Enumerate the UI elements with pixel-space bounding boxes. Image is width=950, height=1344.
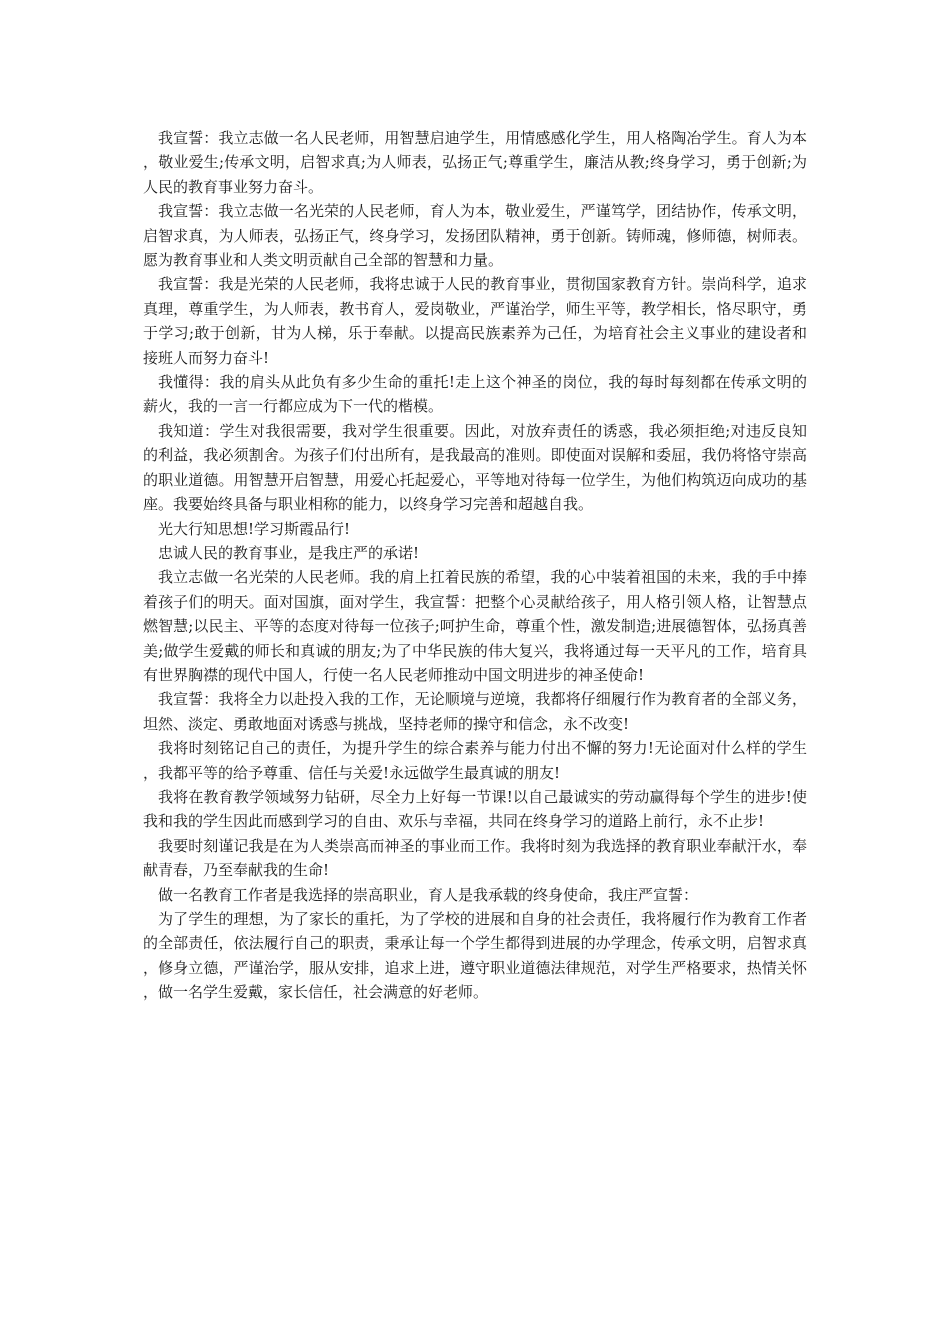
paragraph-5: 我知道：学生对我很需要，我对学生很重要。因此，对放弃责任的诱惑，我必须拒绝;对违反良知的利益，我必须割舍。为孩子们付出所有，是我最高的准则。即使面对误解和委屈，我仍将恪守崇高的职业道德。用智慧开启智慧，用爱心托起爱心，平等地对待每一位学生，为他们构筑迈向成功的基座。我要始终具备与职业相称的能力，以终身学习完善和超越自我。 bbox=[143, 421, 807, 514]
paragraph-13: 做一名教育工作者是我选择的崇高职业，育人是我承载的终身使命，我庄严宣誓： bbox=[158, 885, 699, 904]
document-body bbox=[143, 126, 807, 1005]
paragraph-6: 光大行知思想!学习斯霞品行! bbox=[158, 519, 351, 538]
paragraph-8: 我立志做一名光荣的人民老师。我的肩上扛着民族的希望，我的心中装着祖国的未来，我的手中捧着孩子们的明天。面对国旗，面对学生，我宣誓：把整个心灵献给孩子，用人格引领人格，让智慧点燃智慧;以民主、平等的态度对待每一位孩子;呵护生命，尊重个性，激发制造;进展德智体，弘扬真善美;做学生爱戴的师长和真诚的朋友;为了中华民族的伟大复兴，我将通过每一天平凡的工作，培育具有世界胸襟的现代中国人，行使一名人民老师推动中国文明进步的神圣使命! bbox=[143, 568, 807, 684]
paragraph-14: 为了学生的理想，为了家长的重托，为了学校的进展和自身的社会责任，我将履行作为教育工作者的全部责任，依法履行自己的职责，秉承让每一个学生都得到进展的办学理念，传承文明，启智求真，修身立德，严谨治学，服从安排，追求上进，遵守职业道德法律规范，对学生严格要求，热情关怀，做一名学生爱戴，家长信任，社会满意的好老师。 bbox=[143, 910, 807, 1002]
paragraph-1: 我宣誓：我立志做一名人民老师，用智慧启迪学生，用情感感化学生，用人格陶冶学生。育人为本，敬业爱生;传承文明，启智求真;为人师表，弘扬正气;尊重学生，廉洁从教;终身学习，勇于创新;为人民的教育事业努力奋斗。 bbox=[143, 129, 807, 196]
paragraph-7: 忠诚人民的教育事业，是我庄严的承诺! bbox=[158, 543, 420, 562]
paragraph-4: 我懂得：我的肩头从此负有多少生命的重托!走上这个神圣的岗位，我的每时每刻都在传承文明的薪火，我的一言一行都应成为下一代的楷模。 bbox=[143, 373, 807, 416]
paragraph-10: 我将时刻铭记自己的责任，为提升学生的综合素养与能力付出不懈的努力!无论面对什么样的学生，我都平等的给予尊重、信任与关爱!永远做学生最真诚的朋友! bbox=[143, 739, 807, 782]
paragraph-3: 我宣誓：我是光荣的人民老师，我将忠诚于人民的教育事业，贯彻国家教育方针。崇尚科学，追求真理，尊重学生，为人师表，教书育人，爱岗敬业，严谨治学，师生平等，教学相长，恪尽职守，勇于学习;敢于创新，甘为人梯，乐于奉献。以提高民族素养为己任，为培育社会主义事业的建设者和接班人而努力奋斗! bbox=[143, 275, 807, 367]
paragraph-9: 我宣誓：我将全力以赴投入我的工作，无论顺境与逆境，我都将仔细履行作为教育者的全部义务，坦然、淡定、勇敢地面对诱惑与挑战，坚持老师的操守和信念，永不改变! bbox=[143, 690, 807, 733]
paragraph-11: 我将在教育教学领域努力钻研，尽全力上好每一节课!以自己最诚实的劳动赢得每个学生的进步!使我和我的学生因此而感到学习的自由、欢乐与幸福，共同在终身学习的道路上前行，永不止步! bbox=[143, 787, 807, 831]
paragraph-2: 我宣誓：我立志做一名光荣的人民老师，育人为本，敬业爱生，严谨笃学，团结协作，传承文明，启智求真，为人师表，弘扬正气，终身学习，发扬团队精神，勇于创新。铸师魂，修师德，树师表。愿为教育事业和人类文明贡献自己全部的智慧和力量。 bbox=[143, 202, 807, 270]
paragraph-12: 我要时刻谨记我是在为人类崇高而神圣的事业而工作。我将时刻为我选择的教育职业奉献汗水，奉献青春，乃至奉献我的生命! bbox=[143, 836, 807, 880]
